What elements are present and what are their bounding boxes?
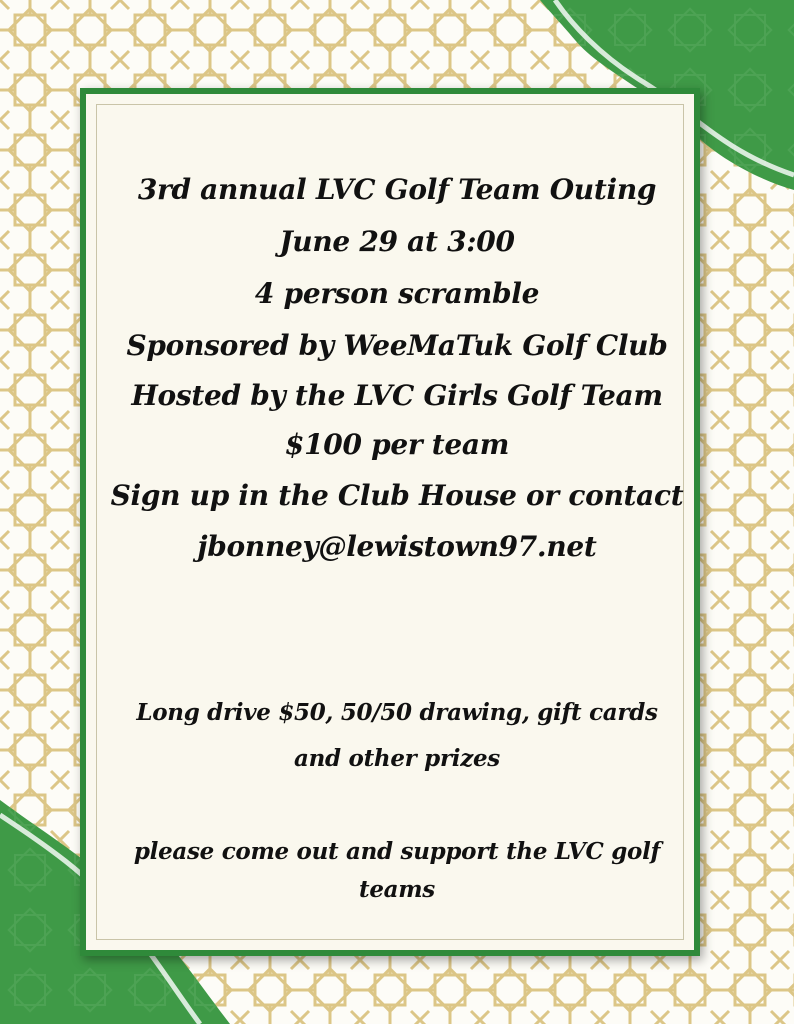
closing-line-1: please come out and support the LVC golf (133, 838, 661, 865)
event-date-time: June 29 at 3:00 (279, 225, 515, 258)
event-sponsor: Sponsored by WeeMaTuk Golf Club (126, 329, 668, 362)
event-title: 3rd annual LVC Golf Team Outing (137, 173, 657, 206)
closing-line-2: teams (359, 876, 435, 903)
prizes-line-1: Long drive $50, 50/50 drawing, gift cards (136, 699, 658, 726)
event-price: $100 per team (284, 428, 510, 461)
event-host: Hosted by the LVC Girls Golf Team (131, 379, 663, 412)
event-format: 4 person scramble (254, 277, 540, 310)
contact-email: jbonney@lewistown97.net (197, 530, 597, 563)
prizes-line-2: and other prizes (294, 745, 500, 772)
signup-info: Sign up in the Club House or contact (110, 479, 684, 512)
flyer-card (80, 88, 700, 956)
